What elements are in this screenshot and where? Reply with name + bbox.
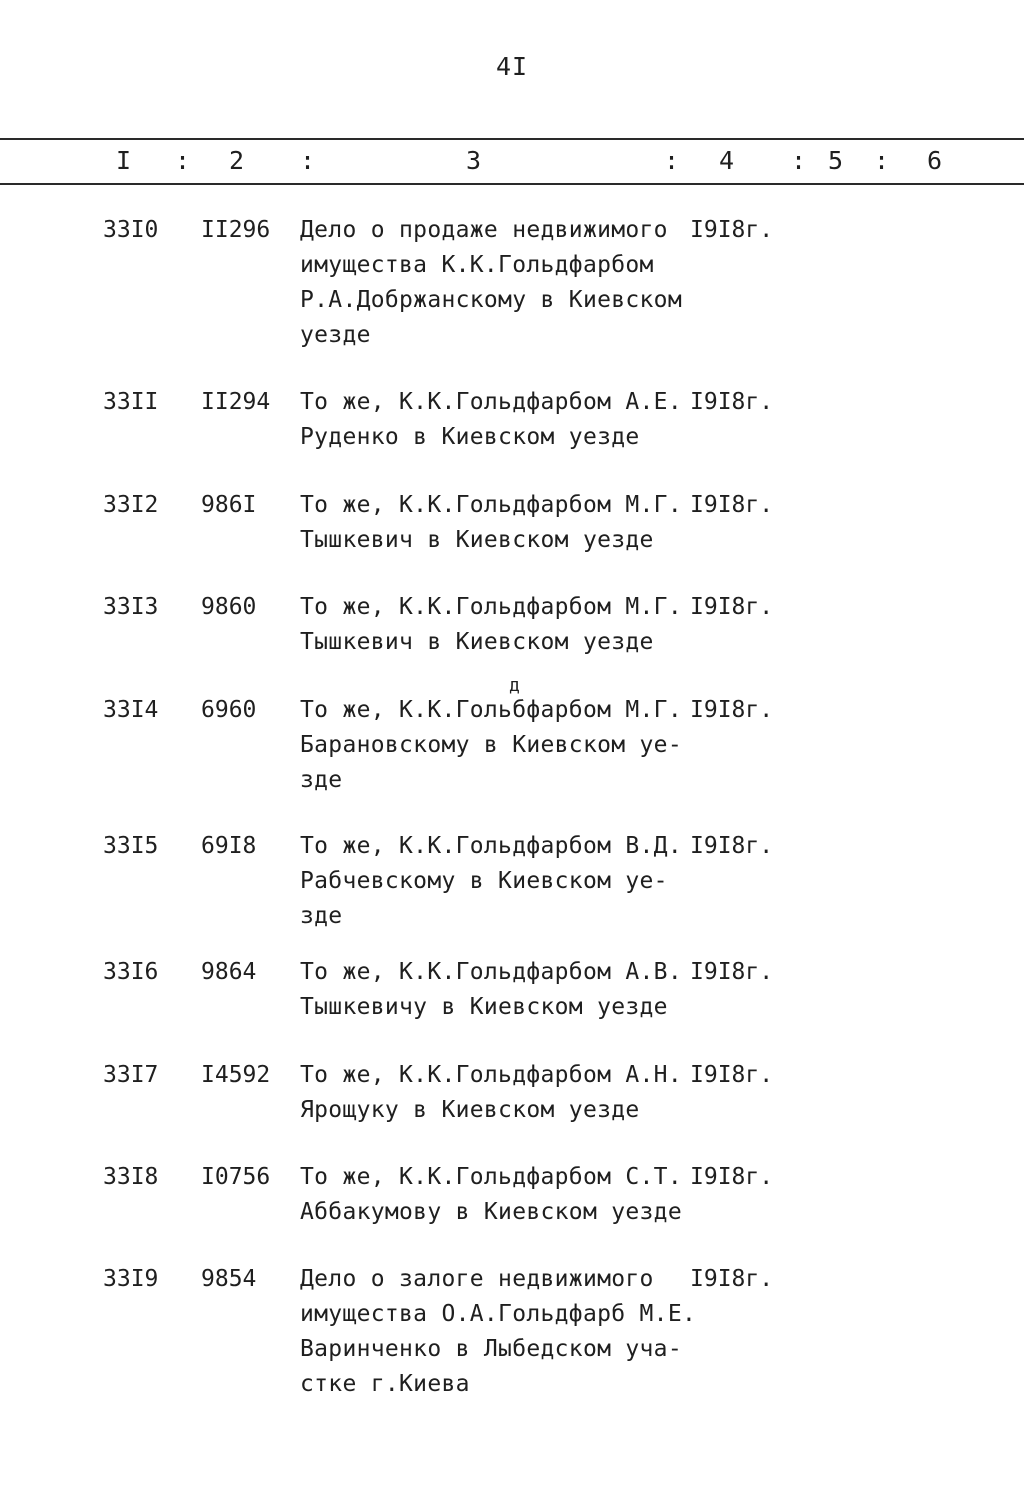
record-number: 33I8 (103, 1164, 159, 1190)
record-number: 33I7 (103, 1062, 159, 1088)
record-description (300, 488, 690, 558)
record-description (300, 829, 690, 934)
record-year: I9I8г. (690, 594, 774, 620)
record-description (300, 590, 690, 660)
record-year: I9I8г. (690, 1062, 774, 1088)
record-number: 33I4 (103, 697, 159, 723)
description-line: Тышкевичу в Киевском уезде (300, 994, 668, 1020)
description-line: стке г.Киева (300, 1371, 470, 1397)
record-year: I9I8г. (690, 1266, 774, 1292)
description-line: Р.А.Добржанскому в Киевском (300, 287, 682, 313)
header-col-1: I (116, 146, 132, 175)
description-line: Рабчевскому в Киевском уе- (300, 868, 668, 894)
record-description (300, 1262, 697, 1402)
record-description (300, 693, 690, 798)
record-number: 33I6 (103, 959, 159, 985)
record-code: II294 (201, 389, 271, 415)
header-sep-5: : (874, 146, 890, 175)
description-line: Ярощуку в Киевском уезде (300, 1097, 640, 1123)
record-year: I9I8г. (690, 833, 774, 859)
description-line: Дело о залоге недвижимого (300, 1266, 654, 1292)
description-line: То же, К.К.Гольдфарбом В.Д. (300, 833, 682, 859)
description-line: Аббакумову в Киевском уезде (300, 1199, 682, 1225)
record-year: I9I8г. (690, 959, 774, 985)
record-number: 33I3 (103, 594, 159, 620)
record-code: 9864 (201, 959, 257, 985)
record-code: II296 (201, 217, 271, 243)
description-line: То же, К.К.Гольдфарбом С.Т. (300, 1164, 682, 1190)
header-col-5: 5 (828, 146, 844, 175)
description-line: Варинченко в Лыбедском уча- (300, 1336, 682, 1362)
description-line: Тышкевич в Киевском уезде (300, 527, 654, 553)
description-line: То же, К.К.Гольдфарбом А.Н. (300, 1062, 682, 1088)
description-line: То же, К.К.Гольдфарбом М.Г. (300, 594, 682, 620)
page-number: 4I (495, 52, 529, 81)
description-line: То же, К.К.Гольбфарбом М.Г. (300, 697, 682, 723)
record-number: 33I5 (103, 833, 159, 859)
header-col-3: 3 (466, 146, 482, 175)
record-description (300, 213, 690, 353)
record-code: I4592 (201, 1062, 271, 1088)
description-line: То же, К.К.Гольдфарбом А.В. (300, 959, 682, 985)
description-line: Тышкевич в Киевском уезде (300, 629, 654, 655)
record-code: 69I8 (201, 833, 257, 859)
record-year: I9I8г. (690, 1164, 774, 1190)
record-description (300, 955, 690, 1025)
record-description (300, 385, 690, 455)
record-code: 9860 (201, 594, 257, 620)
handwritten-correction: д (509, 675, 520, 696)
header-col-6: 6 (927, 146, 943, 175)
record-number: 33I0 (103, 217, 159, 243)
record-number: 33I9 (103, 1266, 159, 1292)
record-code: 986I (201, 492, 257, 518)
description-line: То же, К.К.Гольдфарбом М.Г. (300, 492, 682, 518)
header-sep-2: : (300, 146, 316, 175)
description-line: уезде (300, 322, 371, 348)
record-code: 6960 (201, 697, 257, 723)
header-col-4: 4 (719, 146, 735, 175)
description-line: То же, К.К.Гольдфарбом А.Е. (300, 389, 682, 415)
description-line: Дело о продаже недвижимого (300, 217, 668, 243)
header-sep-4: : (791, 146, 807, 175)
description-line: имущества К.К.Гольдфарбом (300, 252, 654, 278)
description-line: зде (300, 767, 343, 793)
description-line: имущества О.А.Гольдфарб М.Е. (300, 1301, 697, 1327)
record-description (300, 1160, 690, 1230)
header-col-2: 2 (229, 146, 245, 175)
record-code: 9854 (201, 1266, 257, 1292)
description-line: зде (300, 903, 343, 929)
header-sep-1: : (175, 146, 191, 175)
record-description (300, 1058, 690, 1128)
record-year: I9I8г. (690, 697, 774, 723)
description-line: Барановскому в Киевском уе- (300, 732, 682, 758)
record-year: I9I8г. (690, 217, 774, 243)
record-number: 33I2 (103, 492, 159, 518)
header-sep-3: : (664, 146, 680, 175)
record-number: 33II (103, 389, 159, 415)
record-code: I0756 (201, 1164, 271, 1190)
record-year: I9I8г. (690, 389, 774, 415)
record-year: I9I8г. (690, 492, 774, 518)
description-line: Руденко в Киевском уезде (300, 424, 640, 450)
